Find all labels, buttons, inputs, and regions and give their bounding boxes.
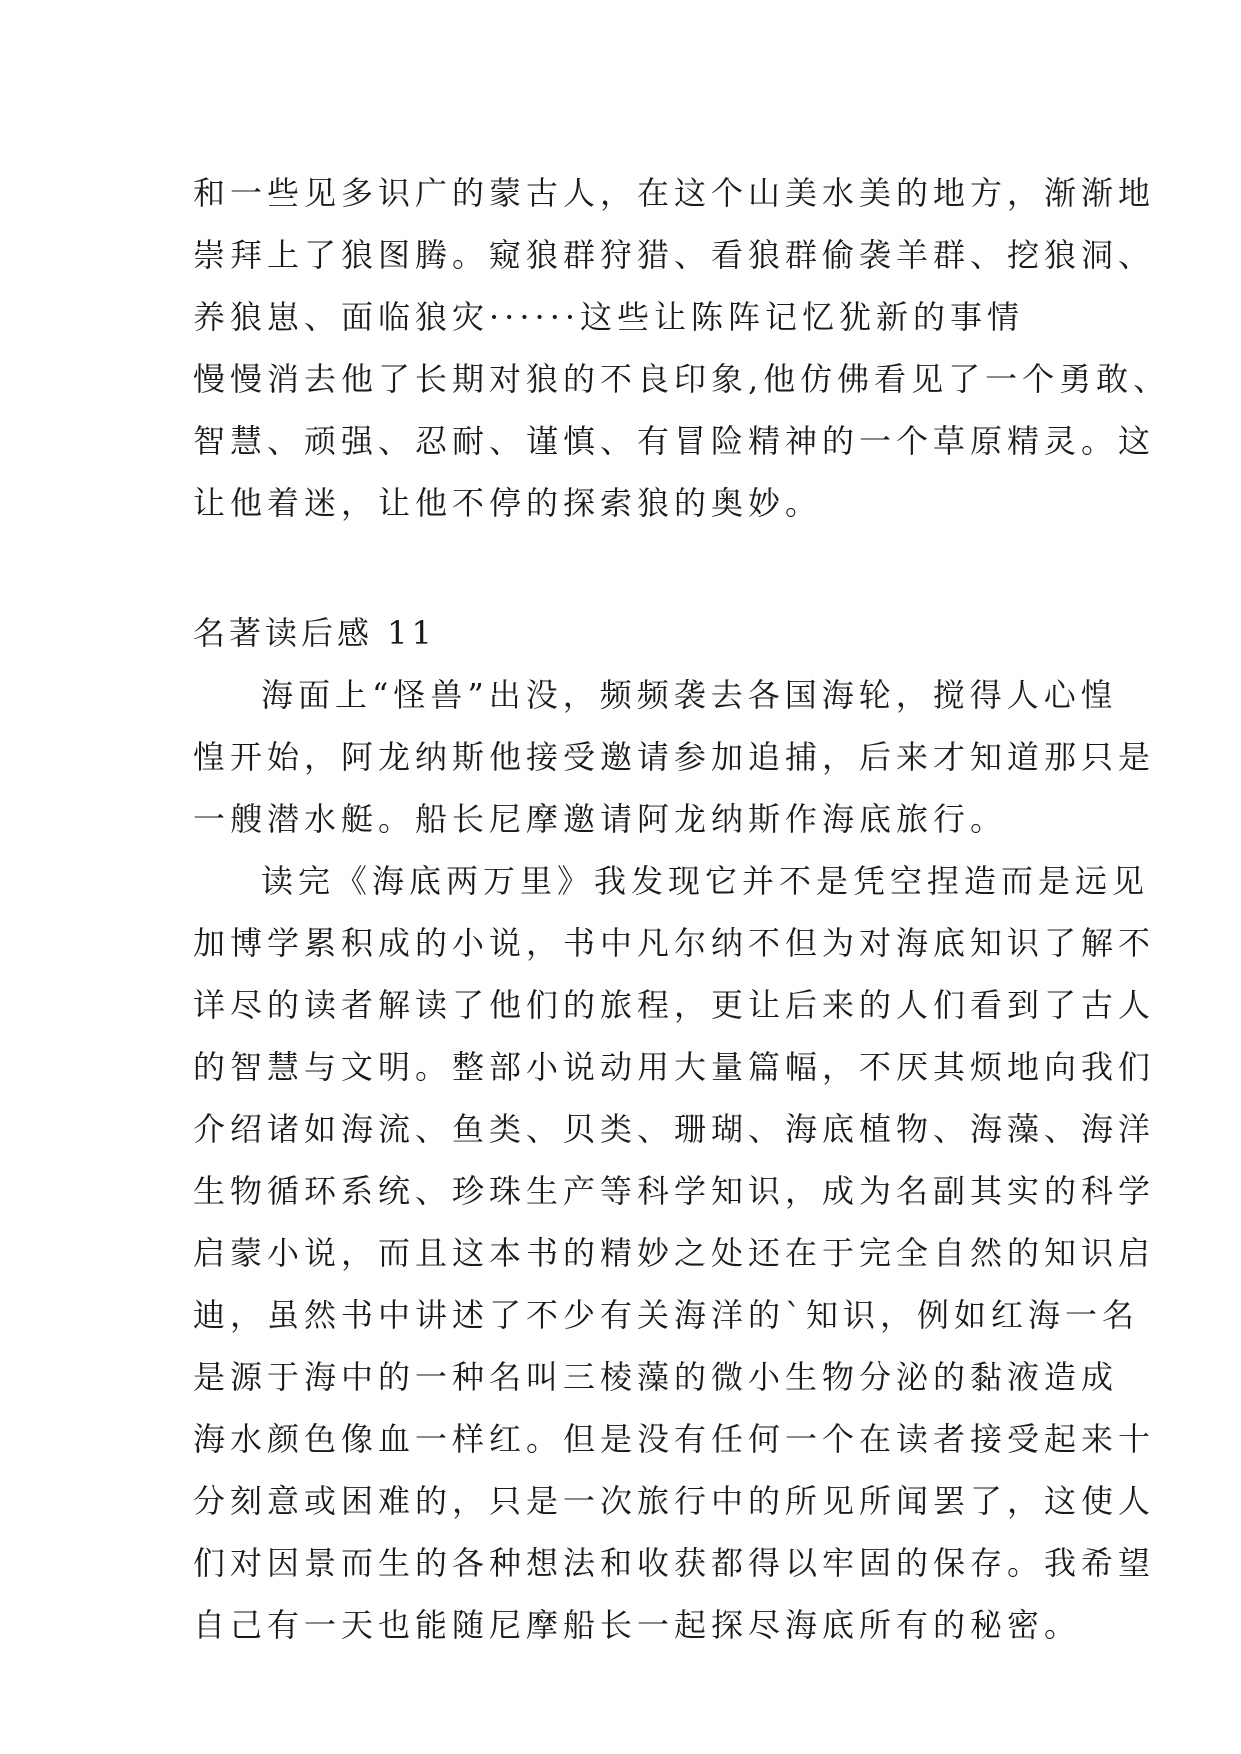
text-line: 智慧、顽强、忍耐、谨慎、有冒险精神的一个草原精灵。这 — [193, 422, 1156, 460]
text-line: 们对因景而生的各种想法和收获都得以牢固的保存。我希望 — [193, 1544, 1156, 1582]
text-line: 加博学累积成的小说，书中凡尔纳不但为对海底知识了解不 — [193, 924, 1156, 962]
text-line: 读完《海底两万里》我发现它并不是凭空捏造而是远见 — [261, 862, 1150, 900]
paragraph-sea-monster — [193, 664, 1156, 850]
text-line: 让他着迷，让他不停的探索狼的奥妙。 — [193, 484, 823, 522]
text-line: 海水颜色像血一样红。但是没有任何一个在读者接受起来十 — [193, 1420, 1156, 1458]
text-line: 的智慧与文明。整部小说动用大量篇幅，不厌其烦地向我们 — [193, 1048, 1156, 1086]
text-line: 生物循环系统、珍珠生产等科学知识，成为名副其实的科学 — [193, 1172, 1156, 1210]
text-line: 迪，虽然书中讲述了不少有关海洋的`知识，例如红海一名 — [193, 1296, 1140, 1334]
text-line: 海面上“怪兽”出没，频频袭去各国海轮，搅得人心惶 — [261, 676, 1118, 714]
text-line: 养狼崽、面临狼灾······这些让陈阵记忆犹新的事情 — [193, 298, 1025, 336]
paragraph-wolf-totem — [193, 162, 1171, 534]
text-line: 是源于海中的一种名叫三棱藻的微小生物分泌的黏液造成 — [193, 1358, 1119, 1396]
text-line: 和一些见多识广的蒙古人，在这个山美水美的地方，渐渐地 — [193, 174, 1156, 212]
text-line: 惶开始，阿龙纳斯他接受邀请参加追捕，后来才知道那只是 — [193, 738, 1156, 776]
text-line: 介绍诸如海流、鱼类、贝类、珊瑚、海底植物、海藻、海洋 — [193, 1110, 1156, 1148]
text-line: 启蒙小说，而且这本书的精妙之处还在于完全自然的知识启 — [193, 1234, 1156, 1272]
text-line: 慢慢消去他了长期对狼的不良印象,他仿佛看见了一个勇敢、 — [193, 360, 1171, 398]
text-line: 崇拜上了狼图腾。窥狼群狩猎、看狼群偷袭羊群、挖狼洞、 — [193, 236, 1156, 274]
paragraph-review — [193, 850, 1156, 1656]
document-body — [193, 162, 1171, 1656]
text-line: 详尽的读者解读了他们的旅程，更让后来的人们看到了古人 — [193, 986, 1156, 1024]
section-title: 名著读后感 11 — [193, 614, 436, 652]
text-line: 一艘潜水艇。船长尼摩邀请阿龙纳斯作海底旅行。 — [193, 800, 1008, 838]
text-line: 自己有一天也能随尼摩船长一起探尽海底所有的秘密。 — [193, 1606, 1082, 1644]
text-line: 分刻意或困难的，只是一次旅行中的所见所闻罢了，这使人 — [193, 1482, 1156, 1520]
